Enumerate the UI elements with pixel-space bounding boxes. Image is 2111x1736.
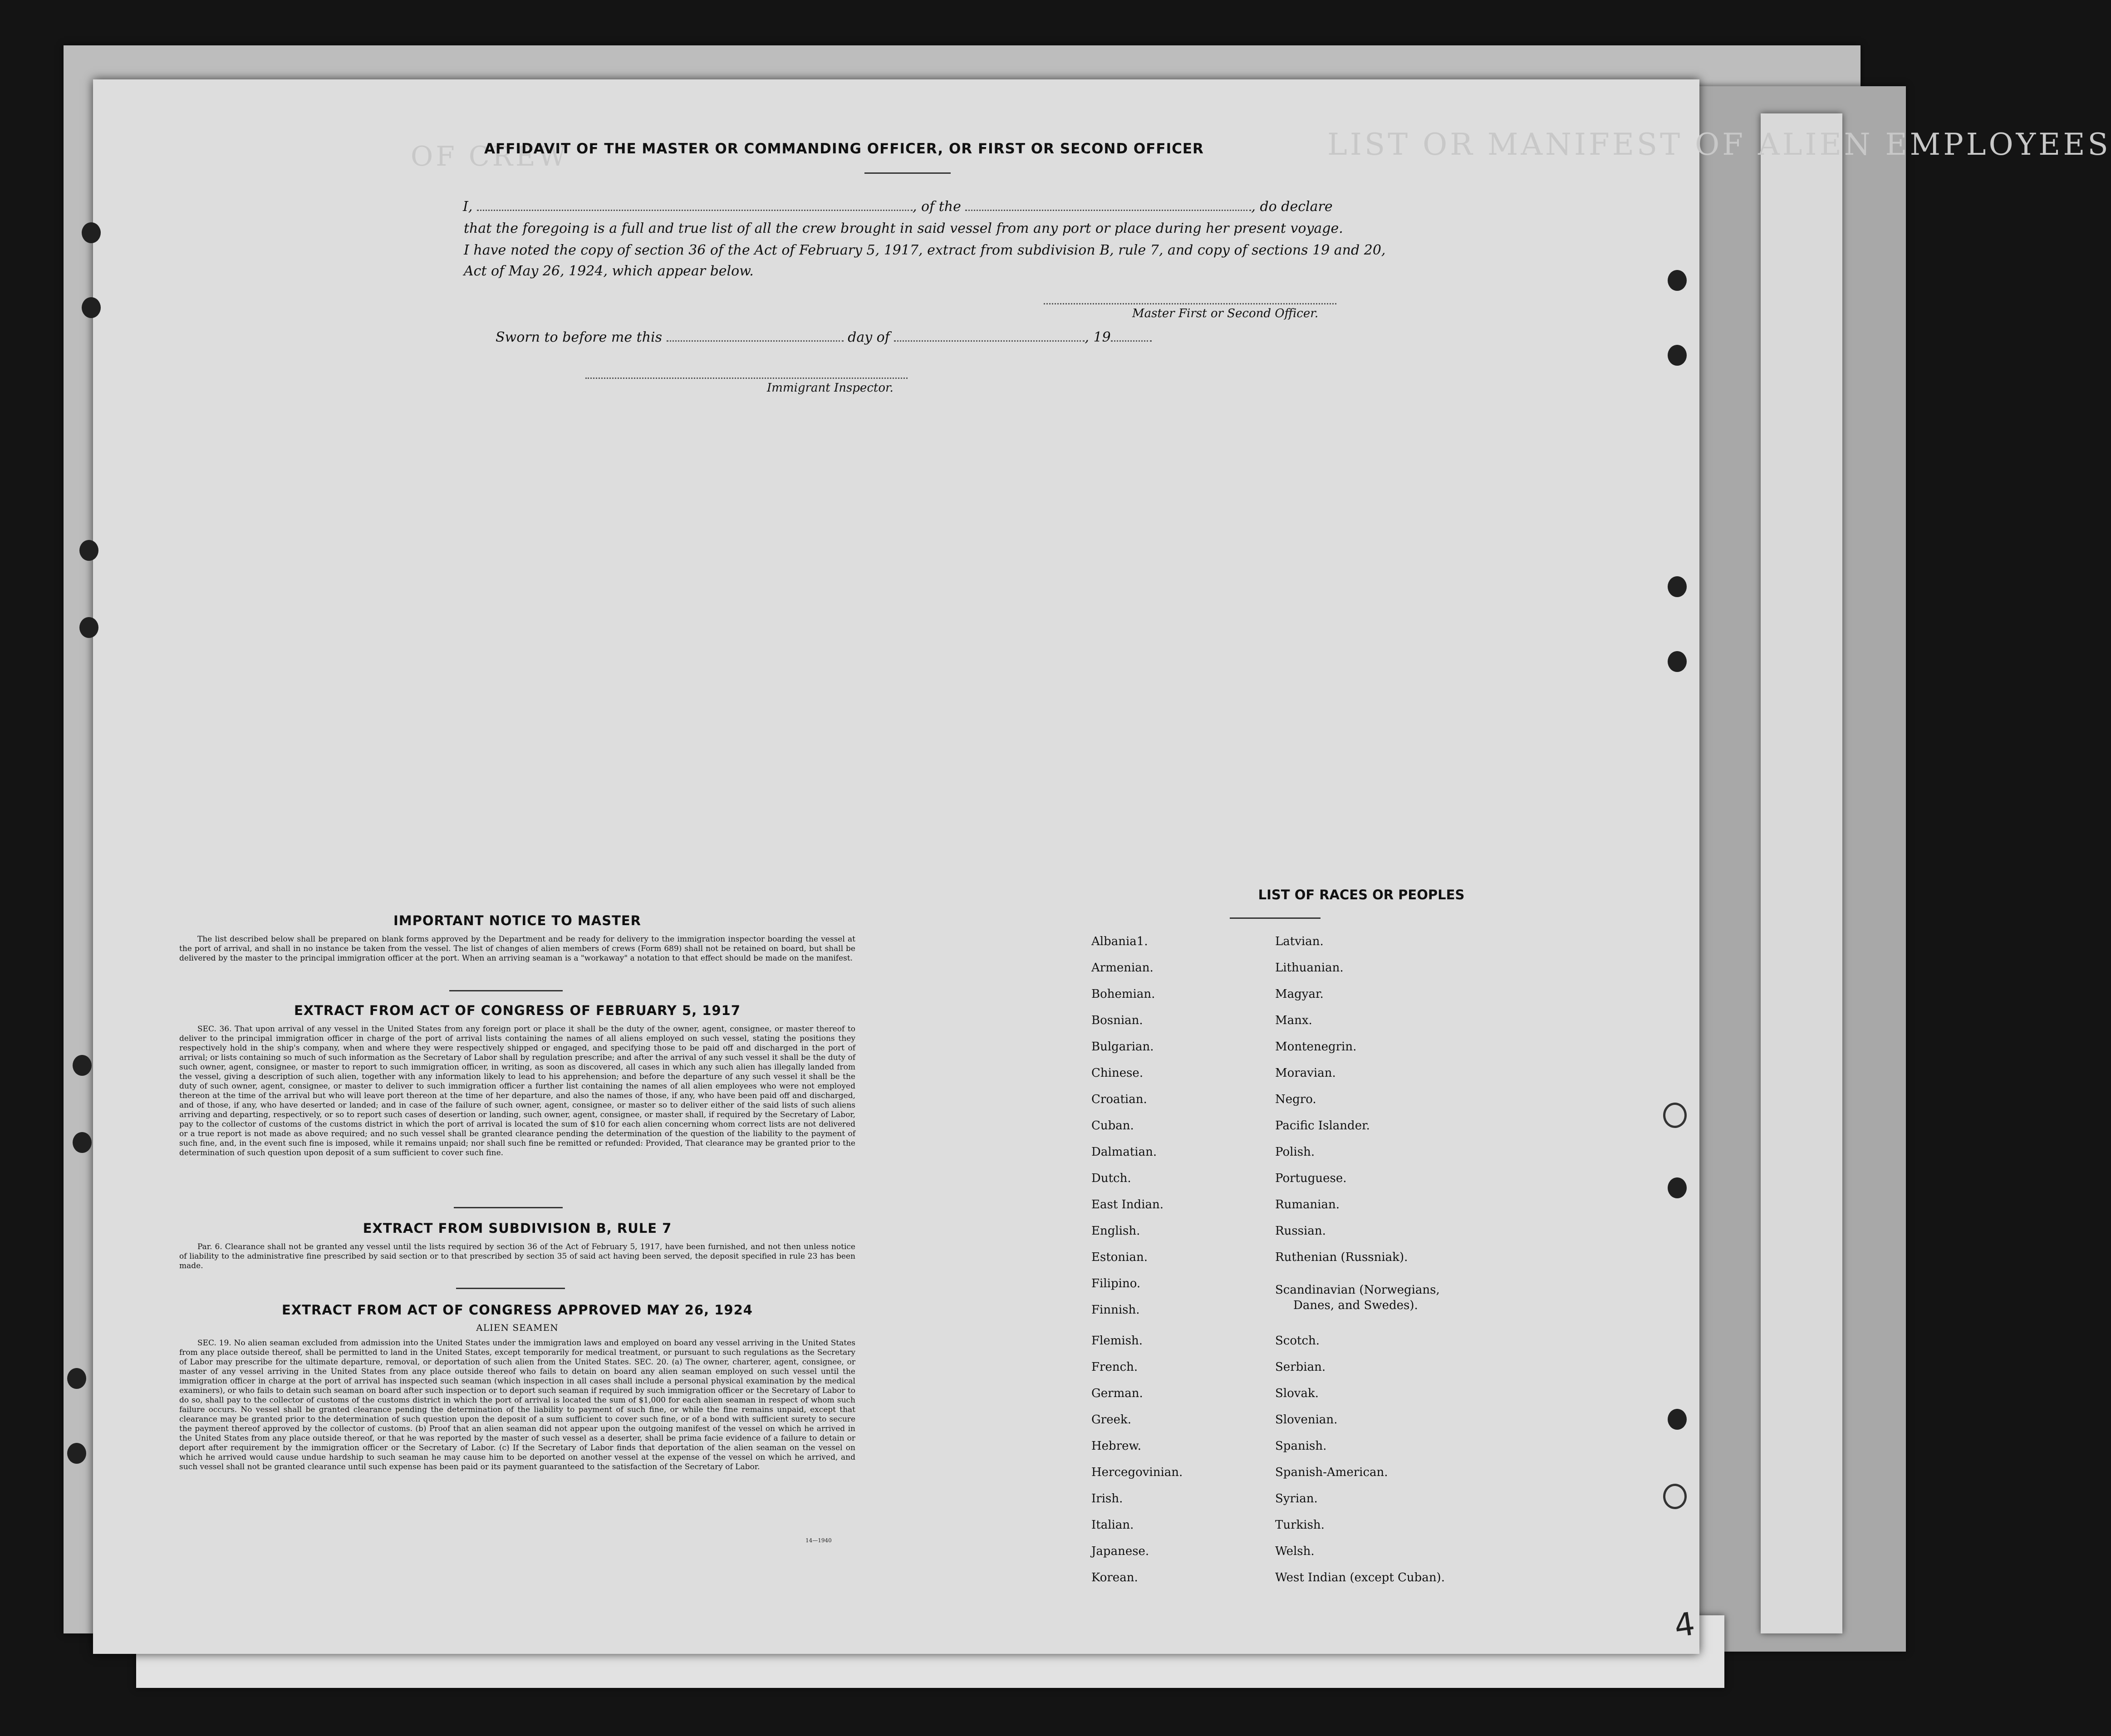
- race-item: Lithuanian.: [1275, 961, 1344, 975]
- race-item: Chinese.: [1091, 1066, 1144, 1080]
- notice-text: The list described below shall be prepared on blank forms approved by the Department and be ready for delivery to the immigration inspector boarding the vessel at the port of arrival, and shall in no instance be taken from the vessel. The list of changes of alien members of crews (Form 689) shall not be retained on board, but shall be delivered by the master to the principal immigration officer at the port. When an arriving seaman is a "workaway" a notation to that effect should be made on the manifest.: [179, 935, 855, 963]
- race-item: Turkish.: [1275, 1518, 1325, 1532]
- punch-hole: [79, 540, 98, 561]
- affidavit-line-4: Act of May 26, 1924, which appear below.: [464, 263, 754, 279]
- extract-1924-text: SEC. 19. No alien seaman excluded from admission into the United States under the immigration laws and employed on board any vessel arriving in the United States from any place outside thereof, shall be permitted to land in the United States, except temporarily for medical treatment, or pursuant to such regulations as the Secretary of Labor may prescribe for the ultimate departure, removal, or deportation of such alien from the United States. SEC. 20. (a) The owner, charterer, agent, consignee, or master of any vessel arriving in the United States from any place outside thereof who fails to detain on board any alien seaman employed on such vessel until the immigration officer in charge at the port of arrival has inspected such seaman (which inspection in all cases shall include a personal physical examination by the medical examiners), or who fails to detain such seaman on board after such inspection or to deport such seaman if required by such immigration officer or the Secretary of Labor to do so, shall pay to the collector of customs of the customs district in which the port of arrival is located the sum of $1,000 for each alien seaman in respect of whom such failure occurs. No vessel shall be granted clearance pending the determination of the liability to payment of such fine, or while the fine remains unpaid, except that clearance may be granted prior to the determination of such question upon the deposit of a sum sufficient to cover such fine, or of a bond with sufficient surety to secure the payment thereof approved by the collector of customs. (b) Proof that an alien seaman did not appear upon the outgoing manifest of the vessel on which he arrived in the United States from any place outside thereof, or that he was reported by the master of such vessel as a deserter, shall be prima facie evidence of a failure to detain or deport after requirement by the immigration officer or the Secretary of Labor. (c) If the Secretary of Labor finds that deportation of the alien seaman on the vessel on which he arrived would cause undue hardship to such seaman he may cause him to be deported on another vessel at the expense of the vessel on which he arrived, and such vessel shall not be granted clearance until such expense has been paid or its payment guaranteed to the satisfaction of the Secretary of Labor.: [179, 1339, 855, 1471]
- race-item: Portuguese.: [1275, 1172, 1347, 1185]
- punch-hole: [73, 1132, 92, 1153]
- affidavit-line-1: [463, 199, 1333, 215]
- race-item: Russian.: [1275, 1224, 1326, 1238]
- bleed-through-text: LIST OR MANIFEST OF ALIEN EMPLOYEES: [1327, 127, 2111, 162]
- race-item: Danes, and Swedes).: [1293, 1299, 1418, 1312]
- sworn-line: [496, 329, 1152, 345]
- race-item: Bulgarian.: [1091, 1040, 1154, 1054]
- bleed-through-text: OF CREW: [411, 141, 569, 172]
- notice-title: IMPORTANT NOTICE TO MASTER: [393, 913, 642, 928]
- name-blank[interactable]: [477, 210, 913, 211]
- race-item: Latvian.: [1275, 935, 1324, 948]
- race-item: Slovak.: [1275, 1387, 1319, 1400]
- race-item: Cuban.: [1091, 1119, 1134, 1133]
- subdivision-text: Par. 6. Clearance shall not be granted any vessel until the lists required by section 36 of the Act of February 5, 1917, have been furnished, and not then unless notice of liability to the administrative fine prescribed by said section or to that prescribed by section 35 of said act having been served, the deposit specified in rule 23 has been made.: [179, 1242, 855, 1270]
- race-item: Magyar.: [1275, 987, 1324, 1001]
- race-item: Welsh.: [1275, 1545, 1315, 1558]
- handwritten-page-mark: 4: [1672, 1605, 1698, 1645]
- race-item: Spanish-American.: [1275, 1466, 1388, 1479]
- race-item: Serbian.: [1275, 1360, 1326, 1374]
- form-number: 14—1940: [805, 1537, 832, 1544]
- punch-hole: [1668, 1177, 1687, 1198]
- punch-hole: [1668, 1409, 1687, 1430]
- race-item: Manx.: [1275, 1014, 1312, 1027]
- race-item: English.: [1091, 1224, 1140, 1238]
- punch-hole: [1663, 1103, 1687, 1128]
- race-item: West Indian (except Cuban).: [1275, 1571, 1445, 1584]
- punch-hole: [82, 297, 101, 318]
- race-item: Polish.: [1275, 1145, 1315, 1159]
- race-item: Moravian.: [1275, 1066, 1336, 1080]
- race-item: Italian.: [1091, 1518, 1134, 1532]
- race-item: Flemish.: [1091, 1334, 1143, 1348]
- race-item: French.: [1091, 1360, 1138, 1374]
- section-divider: [456, 1288, 565, 1289]
- background-page-edge: [1761, 113, 1842, 1633]
- punch-hole: [1668, 576, 1687, 597]
- sworn-year: , 19: [1085, 329, 1111, 345]
- punch-hole: [67, 1443, 86, 1464]
- extract-1924-subtitle: ALIEN SEAMEN: [476, 1322, 559, 1333]
- extract-1924-title: EXTRACT FROM ACT OF CONGRESS APPROVED MAY 26, 1924: [282, 1302, 753, 1318]
- race-item: Korean.: [1091, 1571, 1138, 1584]
- affidavit-title: AFFIDAVIT OF THE MASTER OR COMMANDING OFFICER, OR FIRST OR SECOND OFFICER: [484, 141, 1204, 157]
- extract-1917-title: EXTRACT FROM ACT OF CONGRESS OF FEBRUARY 5, 1917: [294, 1003, 741, 1018]
- sworn-day-of: day of: [848, 329, 890, 345]
- inspector-signature-line[interactable]: [585, 378, 908, 380]
- vessel-blank[interactable]: [965, 210, 1251, 211]
- affidavit-line-2: that the foregoing is a full and true list of all the crew brought in said vessel from any port or place during her present voyage.: [464, 221, 1343, 236]
- race-item: Scotch.: [1275, 1334, 1320, 1348]
- punch-hole: [1668, 270, 1687, 291]
- race-item: Hebrew.: [1091, 1439, 1141, 1453]
- punch-hole: [73, 1055, 92, 1076]
- race-item: Hercegovinian.: [1091, 1466, 1183, 1479]
- sworn-day-blank[interactable]: [667, 340, 844, 342]
- race-item: Armenian.: [1091, 961, 1154, 975]
- race-item: Japanese.: [1091, 1545, 1149, 1558]
- sworn-prefix: Sworn to before me this: [496, 329, 663, 345]
- section-divider: [454, 1207, 563, 1208]
- race-item: Pacific Islander.: [1275, 1119, 1370, 1133]
- section-divider: [449, 990, 563, 991]
- title-divider: [864, 172, 951, 174]
- race-item: Dutch.: [1091, 1172, 1131, 1185]
- race-item: Finnish.: [1091, 1303, 1140, 1317]
- race-item: Montenegrin.: [1275, 1040, 1357, 1054]
- race-item: East Indian.: [1091, 1198, 1164, 1211]
- inspector-label: Immigrant Inspector.: [767, 381, 893, 395]
- subdivision-title: EXTRACT FROM SUBDIVISION B, RULE 7: [363, 1221, 672, 1236]
- affidavit-line-3: I have noted the copy of section 36 of the Act of February 5, 1917, extract from subdivision B, rule 7, and copy of sections 19 and 20,: [464, 242, 1386, 258]
- race-item: Syrian.: [1275, 1492, 1318, 1506]
- extract-1917-text: SEC. 36. That upon arrival of any vessel in the United States from any foreign port or place it shall be the duty of the owner, agent, consignee, or master thereof to deliver to the principal immigration officer in charge of the port of arrival lists containing the names of all aliens employed on such vessel, stating the positions they respectively hold in the ship's company, when and where they were respectively shipped or engaged, and specifying those to be paid off and discharged in the port of arrival; or lists containing so much of such information as the Secretary of Labor shall by regulation prescribe; and after the arrival of any such vessel it shall be the duty of such owner, agent, consignee, or master to report to such immigration officer, in writing, as soon as discovered, all cases in which any such alien has illegally landed from the vessel, giving a description of such alien, together with any information likely to lead to his apprehension; and before the departure of any such vessel it shall be the duty of such owner, agent, consignee, or master to deliver to such immigration officer a further list containing the names of all alien employees who were not employed thereon at the time of the arrival but who will leave port thereon at the time of her departure, and also the names of those, if any, who have been paid off and discharged, and of those, if any, who have deserted or landed; and in case of the failure of such owner, agent, consignee, or master so to deliver either of the said lists of such aliens arriving and departing, respectively, or so to report such cases of desertion or landing, such owner, agent, consignee, or master shall, if required by the Secretary of Labor, pay to the collector of customs of the customs district in which the port of arrival is located the sum of $10 for each alien concerning whom correct lists are not delivered or a true report is not made as above required; and no such vessel shall be granted clearance pending the determination of the question of the liability to the payment of such fine, and, in the event such fine is imposed, while it remains unpaid; nor shall such fine be remitted or refunded: Provided, That clearance may be granted prior to the determination of such question upon deposit of a sum sufficient to cover such fine.: [179, 1025, 855, 1157]
- race-item: Dalmatian.: [1091, 1145, 1157, 1159]
- punch-hole: [1663, 1484, 1687, 1509]
- sworn-month-blank[interactable]: [894, 340, 1085, 342]
- sworn-year-blank[interactable]: [1111, 340, 1152, 342]
- race-item: German.: [1091, 1387, 1143, 1400]
- affidavit-i: I,: [463, 199, 473, 215]
- punch-hole: [82, 222, 101, 243]
- race-item: Filipino.: [1091, 1277, 1141, 1290]
- race-item: Scandinavian (Norwegians,: [1275, 1283, 1440, 1297]
- race-item: Albania1.: [1091, 935, 1148, 948]
- punch-hole: [79, 617, 98, 638]
- affidavit-of-the: , of the: [912, 199, 961, 215]
- affidavit-declare: , do declare: [1251, 199, 1333, 215]
- punch-hole: [67, 1368, 86, 1389]
- race-item: Slovenian.: [1275, 1413, 1338, 1427]
- race-item: Bosnian.: [1091, 1014, 1143, 1027]
- punch-hole: [1668, 651, 1687, 672]
- race-item: Spanish.: [1275, 1439, 1327, 1453]
- race-item: Ruthenian (Russniak).: [1275, 1251, 1408, 1264]
- races-title: LIST OF RACES OR PEOPLES: [1258, 887, 1465, 902]
- race-item: Rumanian.: [1275, 1198, 1340, 1211]
- race-item: Negro.: [1275, 1093, 1316, 1106]
- race-item: Irish.: [1091, 1492, 1123, 1506]
- punch-hole: [1668, 345, 1687, 366]
- signature-line[interactable]: [1044, 303, 1336, 305]
- race-item: Greek.: [1091, 1413, 1131, 1427]
- race-item: Croatian.: [1091, 1093, 1147, 1106]
- race-item: Bohemian.: [1091, 987, 1155, 1001]
- races-divider: [1230, 917, 1321, 919]
- signature-label: Master First or Second Officer.: [1132, 307, 1319, 320]
- race-item: Estonian.: [1091, 1251, 1148, 1264]
